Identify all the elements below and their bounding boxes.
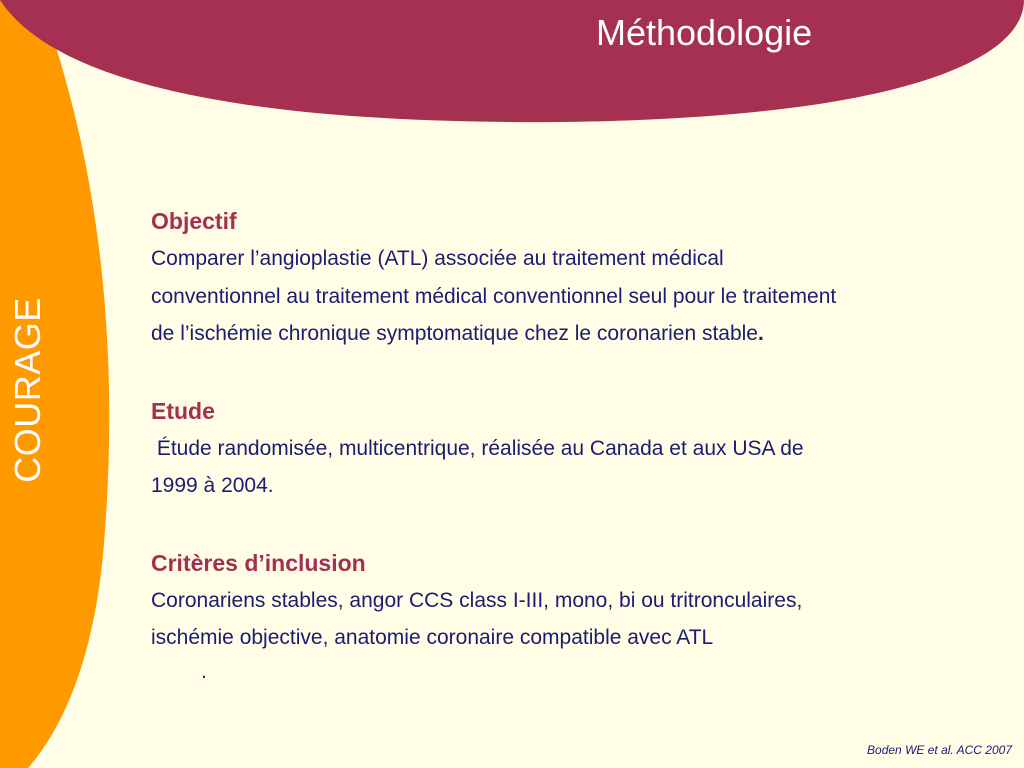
objectif-heading: Objectif — [151, 208, 237, 234]
criteres-heading: Critères d’inclusion — [151, 549, 366, 576]
objectif-line-2: conventionnel au traitement médical conventionnel seul pour le traitement — [151, 284, 837, 308]
slide-content — [151, 202, 1001, 687]
citation: Boden WE et al. ACC 2007 — [867, 743, 1012, 757]
criteres-line-2: ischémie objective, anatomie coronaire compatible avec ATL — [151, 626, 714, 649]
etude-line-1: Étude randomisée, multicentrique, réalisée au Canada et aux USA de — [151, 436, 804, 460]
objectif-end-mark: . — [758, 322, 764, 345]
objectif-line-3-text: de l’ischémie chronique symptomatique chez le coronarien stable — [151, 322, 758, 345]
etude-heading: Etude — [151, 397, 215, 424]
objectif-line-1: Comparer l’angioplastie (ATL) associée au traitement médical — [151, 247, 724, 270]
side-label: COURAGE — [7, 297, 48, 483]
header-band — [0, 0, 1024, 122]
etude-text — [151, 430, 1001, 505]
etude-line-2: 1999 à 2004. — [151, 474, 274, 497]
criteres-text — [151, 582, 1001, 657]
objectif-line-3 — [151, 315, 1001, 353]
stray-dot: . — [201, 659, 207, 683]
page-title: Méthodologie — [596, 12, 813, 53]
objectif-text — [151, 240, 1001, 353]
criteres-line-1: Coronariens stables, angor CCS class I-III, mono, bi ou tritronculaires, — [151, 588, 803, 612]
